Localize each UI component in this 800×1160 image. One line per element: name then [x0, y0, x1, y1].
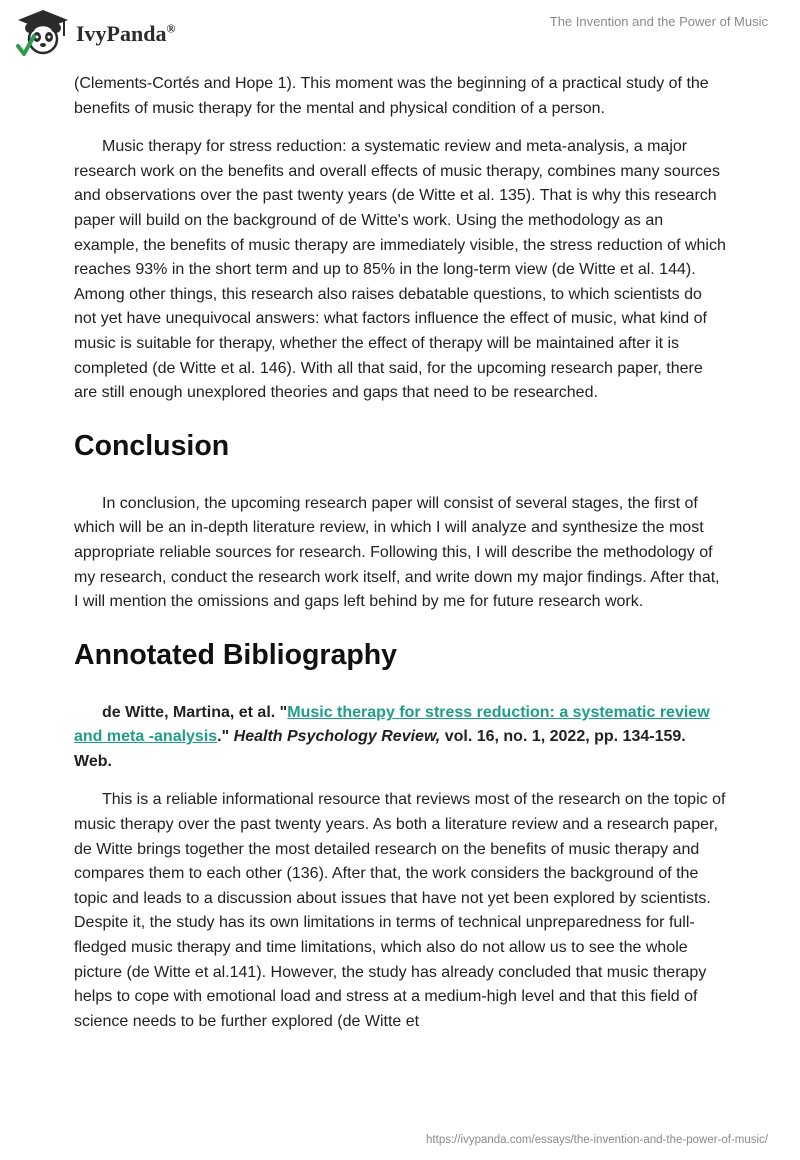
citation-link[interactable]: Music therapy for stress reduction: a systematic review and meta -analysis [74, 703, 710, 746]
ivypanda-logo[interactable] [14, 6, 175, 58]
annotation-paragraph: This is a reliable informational resource that reviews most of the research on the topic of music therapy over the past twenty years. As both a literature review and a research paper, de Witte brings together the most detailed research on the benefits of music therapy and compares them to each other (136). After that, the work considers the background of the topic and leads to a discussion about issues that have not yet been explored by scientists. Despite it, the study has its own limitations in terms of technical unpreparedness for full-fledged music therapy and time limitations, which also do not allow us to see the whole picture (de Witte et al.141). However, the study has already concluded that music therapy helps to cope with emotional load and stress at a medium-high level and that this field of science needs to be further explored (de Witte et [74, 791, 726, 1030]
citation-journal: Health Psychology Review, [233, 728, 441, 746]
panda-grad-icon [14, 6, 72, 58]
citation-details: vol. 16, no. 1, 2022, pp. 134-159. Web. [74, 728, 686, 770]
paragraph-continuation: (Clements-Cortés and Hope 1). This moment was the beginning of a practical study of the benefits of music therapy for the mental and physical condition of a person. [74, 75, 709, 117]
logo-wordmark: IvyPanda® [76, 21, 176, 46]
bibliography-heading: Annotated Bibliography [74, 638, 397, 671]
essay-content [74, 72, 726, 1034]
citation-authors: de Witte, Martina, et al. " [102, 703, 288, 721]
bibliography-citation [74, 701, 726, 775]
conclusion-paragraph: In conclusion, the upcoming research paper will consist of several stages, the first of which will be an in-depth literature review, in which I will analyze and synthesize the most appropriate reliable sources for research. Following this, I will describe the methodology of my research, conduct the research work itself, and write down my major findings. After that, I will mention the omissions and gaps left behind by me for future research work. [74, 494, 720, 611]
paragraph-de-witte: Music therapy for stress reduction: a systematic review and meta-analysis, a major research work on the benefits and overall effects of music therapy, combines many sources and observations over the past twenty years (de Witte et al. 135). That is why this research paper will build on the background of de Witte's work. Using the methodology as an example, the benefits of music therapy are immediately visible, the stress reduction of which reaches 93% in the short term and up to 85% in the long-term view (de Witte et al. 144). Among other things, this research also raises debatable questions, to which scientists do not yet have unequivocal answers: what factors influence the effect of music, what kind of music is suitable for therapy, whether the effect of therapy will be maintained after it is completed (de Witte et al. 146). With all that said, for the upcoming research paper, there are still enough unexplored theories and gaps that need to be researched. [74, 138, 726, 402]
footer-url[interactable]: https://ivypanda.com/essays/the-invention-and-the-power-of-music/ [426, 1134, 768, 1146]
document-title: The Invention and the Power of Music [549, 14, 768, 29]
conclusion-heading: Conclusion [74, 429, 230, 462]
citation-quote-close: ." [217, 728, 234, 746]
page-header [0, 0, 800, 66]
